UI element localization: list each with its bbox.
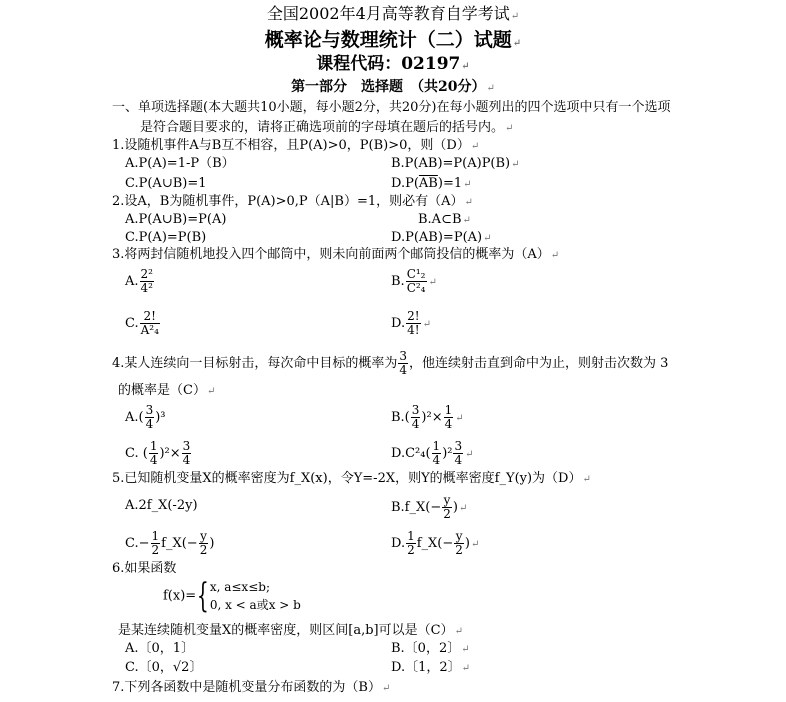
q5-option-c: C.− $\frac{1}{2}$ f_X(− $\frac{y}{2}$ ) xyxy=(125,529,215,557)
q5-c-fraction2: $\frac{y}{2}$ xyxy=(199,529,208,557)
q3-option-a: A. $\frac{\text{2²}}{\text{4²}}$ xyxy=(125,267,153,295)
q2-option-a: A.P(A∪B)=P(A) xyxy=(125,212,227,227)
left-brace-icon: { xyxy=(197,576,209,616)
q3-c-fraction: $\frac{2!}{\text{A²₄}}$ xyxy=(140,309,159,337)
q4-d-fraction2: $\frac{3}{4}$ xyxy=(454,439,463,467)
q2-option-b: B.A⊂B↵ xyxy=(418,212,471,227)
q6-option-d: D.〔1，2〕↵ xyxy=(391,660,471,675)
q3-a-fraction: $\frac{\text{2²}}{\text{4²}}$ xyxy=(140,267,153,295)
q1-option-c: C.P(A∪B)=1 xyxy=(125,176,207,191)
part-title: 第一部分 选择题 （共20分）↵ xyxy=(291,79,495,95)
q4-c-fraction2: $\frac{3}{4}$ xyxy=(182,439,191,467)
q5-option-d: D. $\frac{1}{2}$ f_X(− $\frac{y}{2}$ )↵ xyxy=(391,529,480,557)
q5-option-b: B.f_X(− $\frac{y}{2}$ )↵ xyxy=(391,493,468,521)
q4-stem-line2: 的概率是（C）↵ xyxy=(118,383,216,398)
q7-stem: 7.下列各函数中是随机变量分布函数的为（B）↵ xyxy=(112,680,391,695)
q6-option-c: C.〔0，√2〕 xyxy=(125,660,203,675)
q4-a-fraction: $\frac{3}{4}$ xyxy=(145,403,154,431)
q6-option-b: B.〔0，2〕↵ xyxy=(391,641,470,656)
q2-option-d: D.P(AB)=P(A)↵ xyxy=(391,230,492,245)
q4-b-fraction2: $\frac{1}{4}$ xyxy=(444,403,453,431)
instructions-line2: 是符合题目要求的，请将正确选项前的字母填在题后的括号内。↵ xyxy=(140,120,514,135)
q5-c-fraction: $\frac{1}{2}$ xyxy=(151,529,160,557)
q4-stem: 4.某人连续向一目标射击，每次命中目标的概率为 $\frac{3}{4}$ ，他连续射击直到命中为止，则射击次数为 3 xyxy=(112,349,669,377)
q1-option-b: B.P(AB)=P(A)P(B)↵ xyxy=(391,156,520,171)
q1-option-a: A.P(A)=1-P（B） xyxy=(125,156,235,171)
q4-stem-fraction: $\frac{3}{4}$ xyxy=(399,349,408,377)
q5-b-fraction: $\frac{y}{2}$ xyxy=(443,493,451,521)
q4-option-d: D.C²₄( $\frac{1}{4}$ )² $\frac{3}{4}$ ↵ xyxy=(391,439,474,467)
q1-option-d: $D.P(\overline{AB})=1↵$ xyxy=(391,176,472,191)
exam-title: 概率论与数理统计（二）试题↵ xyxy=(264,29,522,51)
q1-stem: 1.设随机事件A与B互不相容，且P(A)>0，P(B)>0，则（D）↵ xyxy=(112,138,480,153)
q5-d-fraction: $\frac{1}{2}$ xyxy=(407,529,415,557)
q5-d-fraction2: $\frac{y}{2}$ xyxy=(455,529,463,557)
q4-c-fraction: $\frac{1}{4}$ xyxy=(149,439,158,467)
q6-option-a: A.〔0，1〕 xyxy=(125,641,195,656)
q3-option-d: D. $\frac{2!}{4!}$ ↵ xyxy=(391,309,431,337)
q4-d-fraction: $\frac{1}{4}$ xyxy=(432,439,441,467)
exam-header-line1: 全国2002年4月高等教育自学考试↵ xyxy=(266,4,520,23)
instructions-line1: 一、单项选择题(本大题共10小题，每小题2分，共20分)在每小题列出的四个选项中只有一个选项 xyxy=(112,100,671,115)
course-code: 课程代码：02197↵ xyxy=(316,54,470,74)
q5-option-a: A.2f_X(-2y) xyxy=(125,498,198,513)
q2-option-c: C.P(A)=P(B) xyxy=(125,230,207,245)
q4-option-c: C. ( $\frac{1}{4}$ )²× $\frac{3}{4}$ xyxy=(125,439,191,467)
q2-stem: 2.设A，B为随机事件，P(A)>0,P（A|B）=1，则必有（A）↵ xyxy=(112,194,473,209)
q3-d-fraction: $\frac{2!}{4!}$ xyxy=(407,309,420,337)
q6-stem-line2: 是某连续随机变量X的概率密度，则区间[a,b]可以是（C）↵ xyxy=(118,623,463,638)
q4-b-fraction: $\frac{3}{4}$ xyxy=(411,403,420,431)
q3-b-fraction: $\frac{\text{C¹₂}}{\text{C²₄}}$ xyxy=(406,267,426,295)
q3-option-c: C. $\frac{2!}{\text{A²₄}}$ xyxy=(125,309,159,337)
q4-option-b: B.( $\frac{3}{4}$ )²× $\frac{1}{4}$ ↵ xyxy=(391,403,464,431)
q3-option-b: B. $\frac{\text{C¹₂}}{\text{C²₄}}$ ↵ xyxy=(391,267,437,295)
q3-stem: 3.将两封信随机地投入四个邮筒中，则未向前面两个邮筒投信的概率为（A）↵ xyxy=(112,247,560,262)
q5-stem: 5.已知随机变量X的概率密度为f_X(x)，令Y=-2X，则Y的概率密度f_Y(y)为（D）↵ xyxy=(112,471,591,486)
q4-option-a: A.( $\frac{3}{4}$ )³ xyxy=(125,403,166,431)
q6-piecewise-function: f(x)={ x, a≤x≤b; 0, x < a或x > b xyxy=(163,576,301,616)
q6-stem: 6.如果函数 xyxy=(112,561,177,576)
